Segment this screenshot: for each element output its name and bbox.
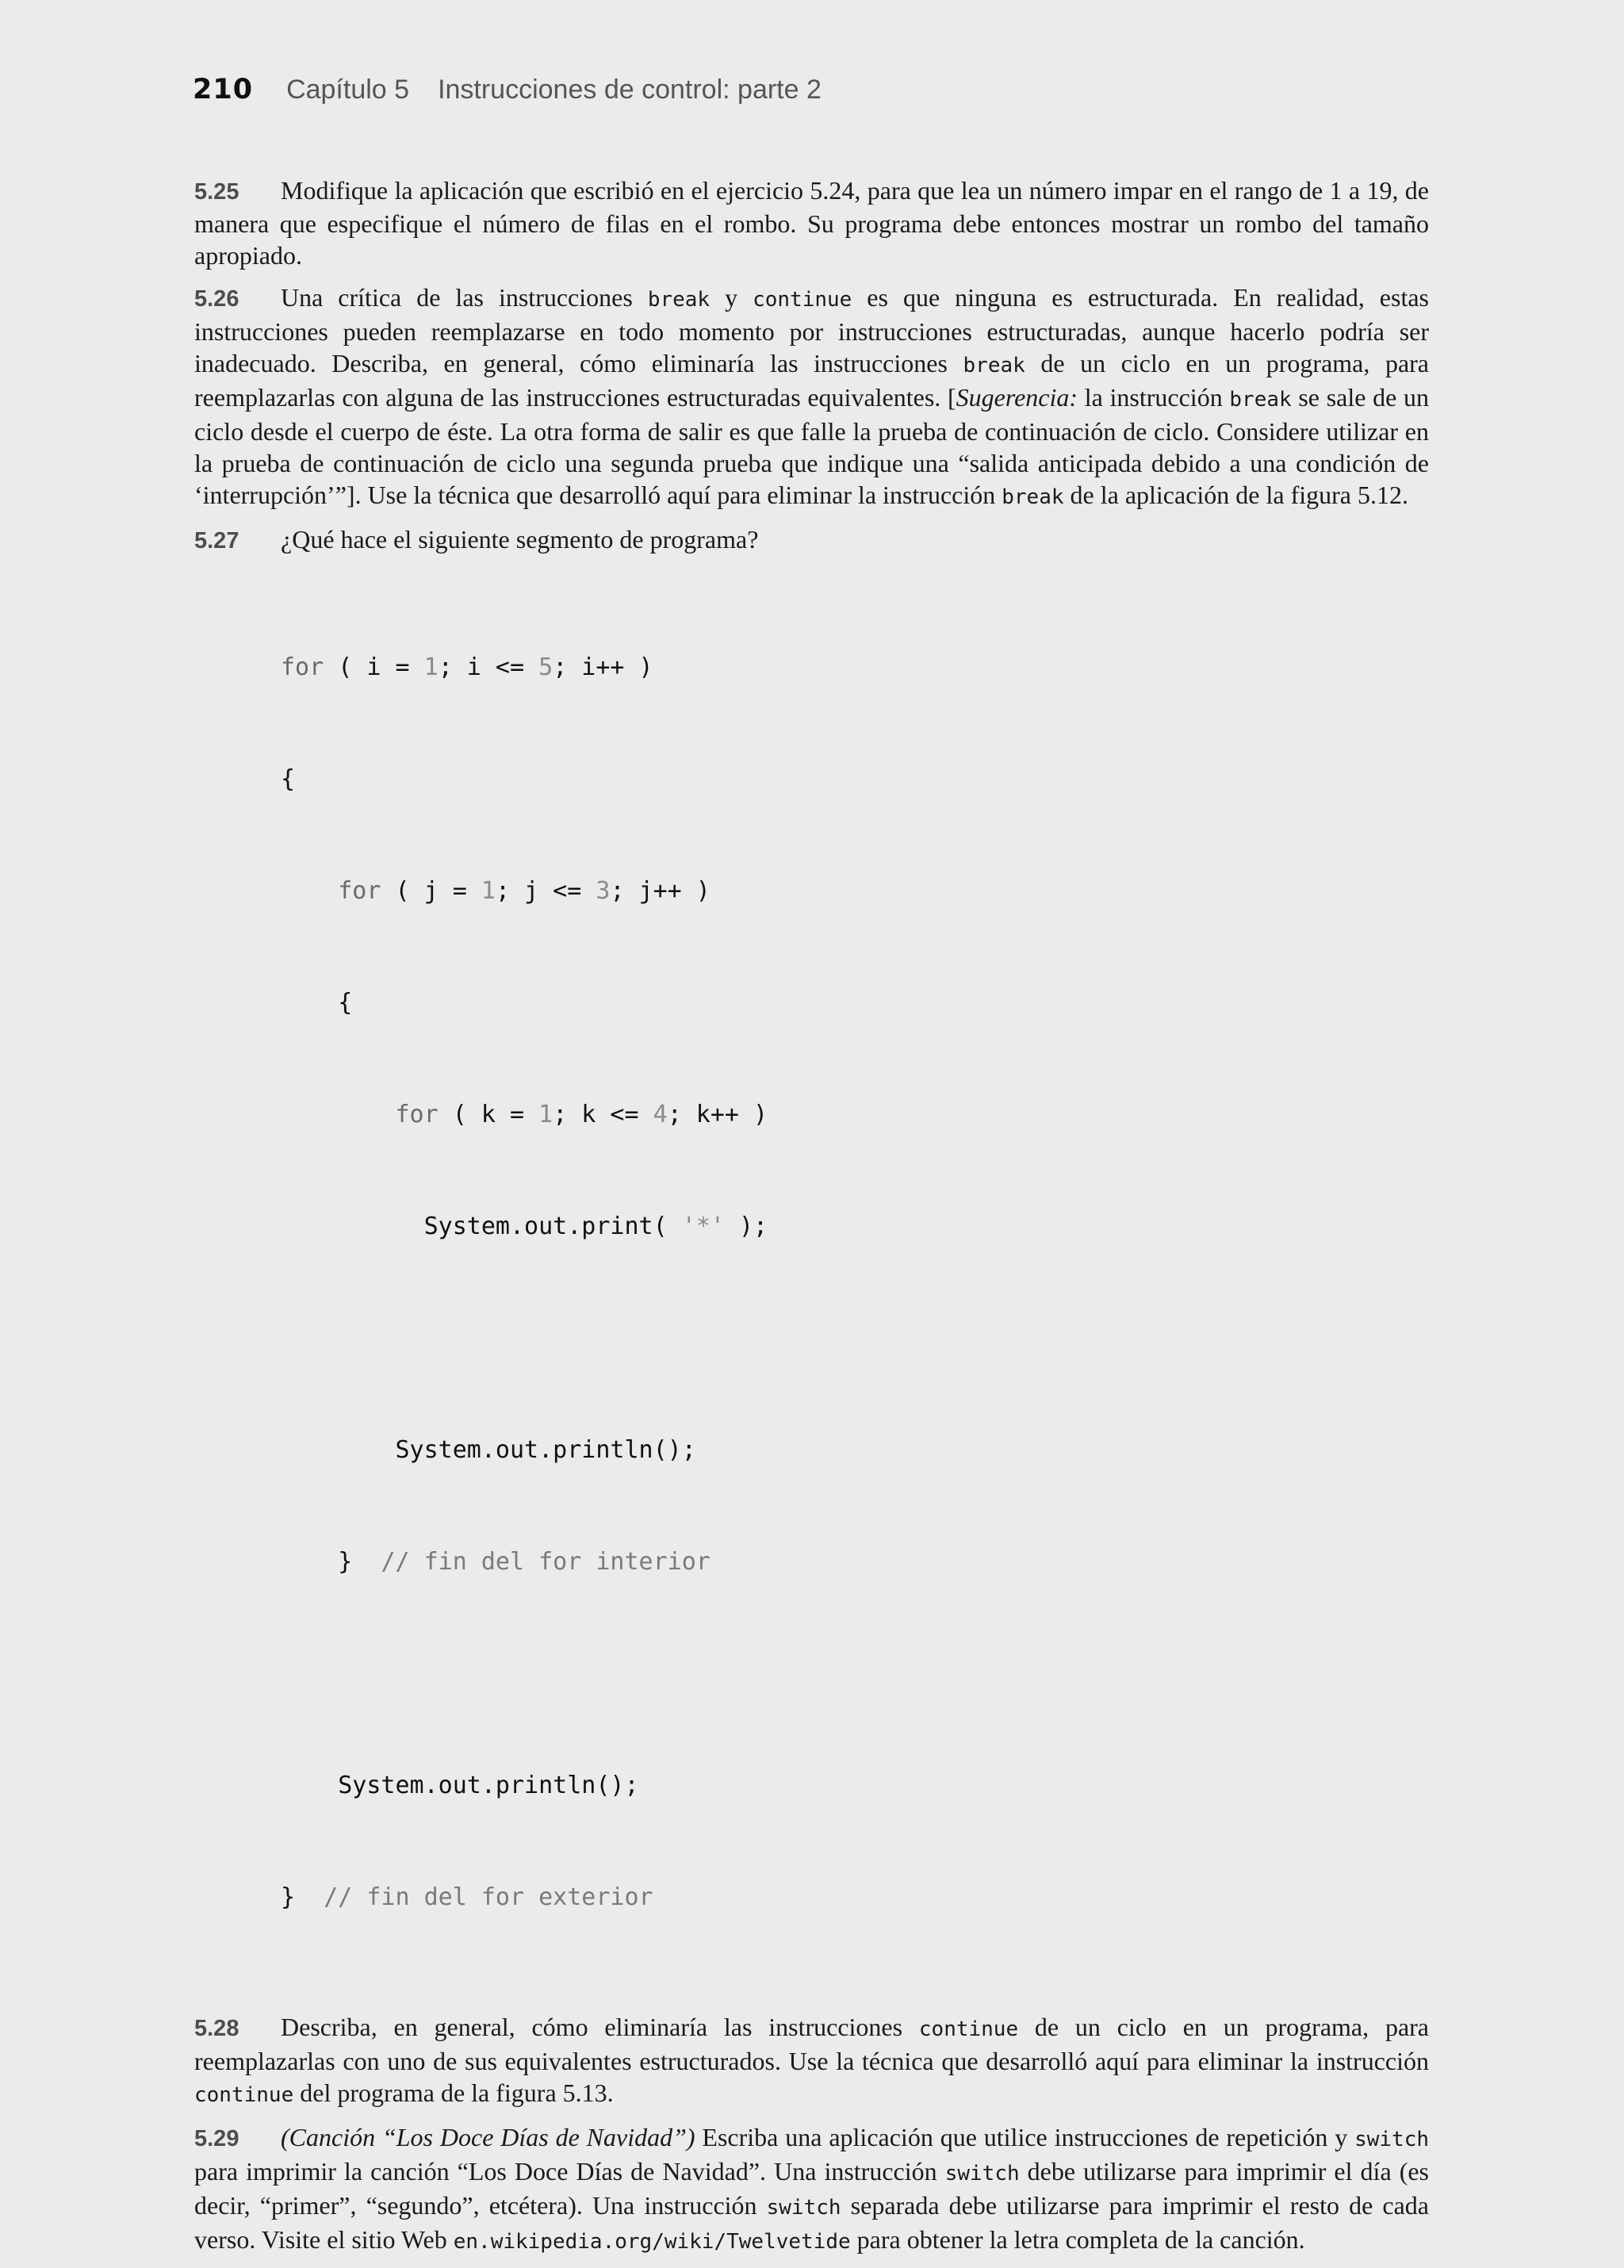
- exercise-5-27: [194, 523, 1429, 557]
- code-token: ; j <=: [495, 877, 596, 905]
- code-token: ( j =: [381, 877, 481, 905]
- code-keyword: switch: [944, 2162, 1020, 2186]
- exercise-text: para obtener la letra completa de la canción.: [850, 2225, 1305, 2254]
- code-line: System.out.println();: [281, 1772, 639, 1799]
- code-listing: [281, 574, 1429, 1990]
- code-token: System.out.print(: [281, 1213, 682, 1240]
- code-keyword: break: [1229, 388, 1292, 412]
- code-keyword: switch: [1354, 2128, 1429, 2151]
- exercise-5-26: [194, 282, 1429, 513]
- code-token: ( i =: [324, 653, 424, 681]
- exercise-text: Escriba una aplicación que utilice instrucciones de repetición y: [695, 2123, 1355, 2151]
- hint-label: Sugerencia:: [956, 383, 1078, 412]
- exercise-5-28: [194, 2011, 1429, 2111]
- code-token: );: [724, 1213, 768, 1240]
- code-token: ; i++ ): [553, 653, 653, 681]
- code-keyword: continue: [194, 2083, 294, 2107]
- code-token: ( k =: [438, 1101, 539, 1128]
- code-token: ; i <=: [438, 653, 539, 681]
- code-keyword: switch: [766, 2196, 841, 2220]
- exercise-text: de un ciclo en un programa, para reemplazarlas con uno de sus equivalentes estructurados. Use la técnica que desarrolló aquí para eliminar la instrucción: [194, 2013, 1430, 2075]
- code-token: 1: [538, 1101, 553, 1128]
- code-token: [281, 877, 338, 905]
- code-line: {: [281, 989, 353, 1017]
- code-token: 5: [538, 653, 553, 681]
- exercise-5-29: [194, 2121, 1429, 2258]
- code-line: [281, 872, 1429, 910]
- code-keyword: break: [647, 288, 710, 312]
- code-line: [281, 1208, 1429, 1245]
- exercise-text: Una crítica de las instrucciones: [281, 283, 648, 312]
- exercise-number: 5.28: [194, 2016, 239, 2041]
- code-token: for: [338, 877, 381, 905]
- code-token: 1: [423, 653, 439, 681]
- code-keyword: continue: [753, 288, 852, 312]
- exercise-text: es que ninguna es estructurada. En realidad, estas instrucciones pueden reemplazarse en todo momento por instrucciones estructuradas, aunque hacerlo podría ser inadecuado. Describa, en general, cómo eliminaría las instrucciones: [194, 283, 1430, 377]
- code-token: 3: [596, 877, 611, 905]
- exercises-section: [194, 174, 1429, 2268]
- exercise-text: ¿Qué hace el siguiente segmento de programa?: [281, 525, 759, 554]
- exercise-number: 5.27: [194, 528, 239, 554]
- exercise-text: del programa de la figura 5.13.: [293, 2078, 614, 2107]
- code-line: [281, 649, 1429, 686]
- exercise-text: separada debe utilizarse para imprimir el resto de cada verso. Visite el sitio Web: [194, 2191, 1429, 2254]
- code-line: [281, 1096, 1429, 1133]
- exercise-5-25: [194, 174, 1429, 271]
- url-link: en.wikipedia.org/wiki/Twelvetide: [453, 2230, 851, 2254]
- code-token: 1: [481, 877, 496, 905]
- code-blank-line: [281, 1655, 1429, 1692]
- code-blank-line: [281, 1320, 1429, 1357]
- exercise-text: de un ciclo en un programa, para reemplazarlas con alguna de las instrucciones estructuradas equivalentes. [: [194, 349, 1430, 412]
- code-token: [281, 1101, 396, 1128]
- code-line: {: [281, 765, 296, 793]
- exercise-text: Describa, en general, cómo eliminaría las instrucciones: [281, 2013, 919, 2041]
- code-line: [281, 1879, 1429, 1916]
- exercise-text: Modifique la aplicación que escribió en el ejercicio 5.24, para que lea un número impar en el rango de 1 a 19, de manera que especifique el número de filas en el rombo. Su programa debe entonces mostrar un rombo del tamaño apropiado.: [194, 176, 1429, 270]
- exercise-text: se sale de un ciclo desde el cuerpo de éste. La otra forma de salir es que falle la prueba de continuación de ciclo. Considere utilizar en la prueba de continuación de ciclo una segunda prueba que indique una “salida anticipada debido a una condición de ‘interrupción’”]. Use la técnica que desarrolló aquí para eliminar la instrucción: [194, 383, 1430, 509]
- exercise-number: 5.25: [194, 179, 239, 205]
- code-keyword: break: [1002, 485, 1064, 509]
- code-keyword: continue: [918, 2017, 1019, 2041]
- exercise-number: 5.26: [194, 286, 239, 312]
- exercise-text: de la aplicación de la figura 5.12.: [1063, 481, 1408, 509]
- code-line: System.out.println();: [281, 1436, 696, 1464]
- exercise-number: 5.29: [194, 2126, 239, 2151]
- running-header: [193, 74, 822, 115]
- code-comment: // fin del for interior: [381, 1548, 710, 1576]
- code-token: 4: [653, 1101, 668, 1128]
- exercise-text: la instrucción: [1078, 383, 1230, 412]
- code-token: '*': [681, 1213, 725, 1240]
- exercise-text: para imprimir la canción “Los Doce Días de Navidad”. Una instrucción: [194, 2157, 945, 2186]
- code-line: [281, 1543, 1429, 1580]
- code-comment: // fin del for exterior: [324, 1883, 653, 1911]
- code-token: for: [395, 1101, 439, 1128]
- code-keyword: break: [963, 354, 1025, 377]
- code-token: for: [281, 653, 324, 681]
- code-token: ; j++ ): [610, 877, 710, 905]
- exercise-text: y: [710, 283, 753, 312]
- exercise-title: (Canción “Los Doce Días de Navidad”): [281, 2123, 695, 2151]
- chapter-title: Instrucciones de control: parte 2: [438, 75, 822, 105]
- code-token: }: [281, 1883, 324, 1911]
- code-token: }: [281, 1548, 381, 1576]
- code-token: ; k++ ): [667, 1101, 768, 1128]
- page-number: 210: [193, 74, 254, 105]
- code-token: ; k <=: [553, 1101, 653, 1128]
- chapter-label: Capítulo 5: [286, 75, 410, 105]
- exercise-text: debe utilizarse para imprimir el día (es decir, “primer”, “segundo”, etcétera). Una instrucción: [194, 2157, 1430, 2220]
